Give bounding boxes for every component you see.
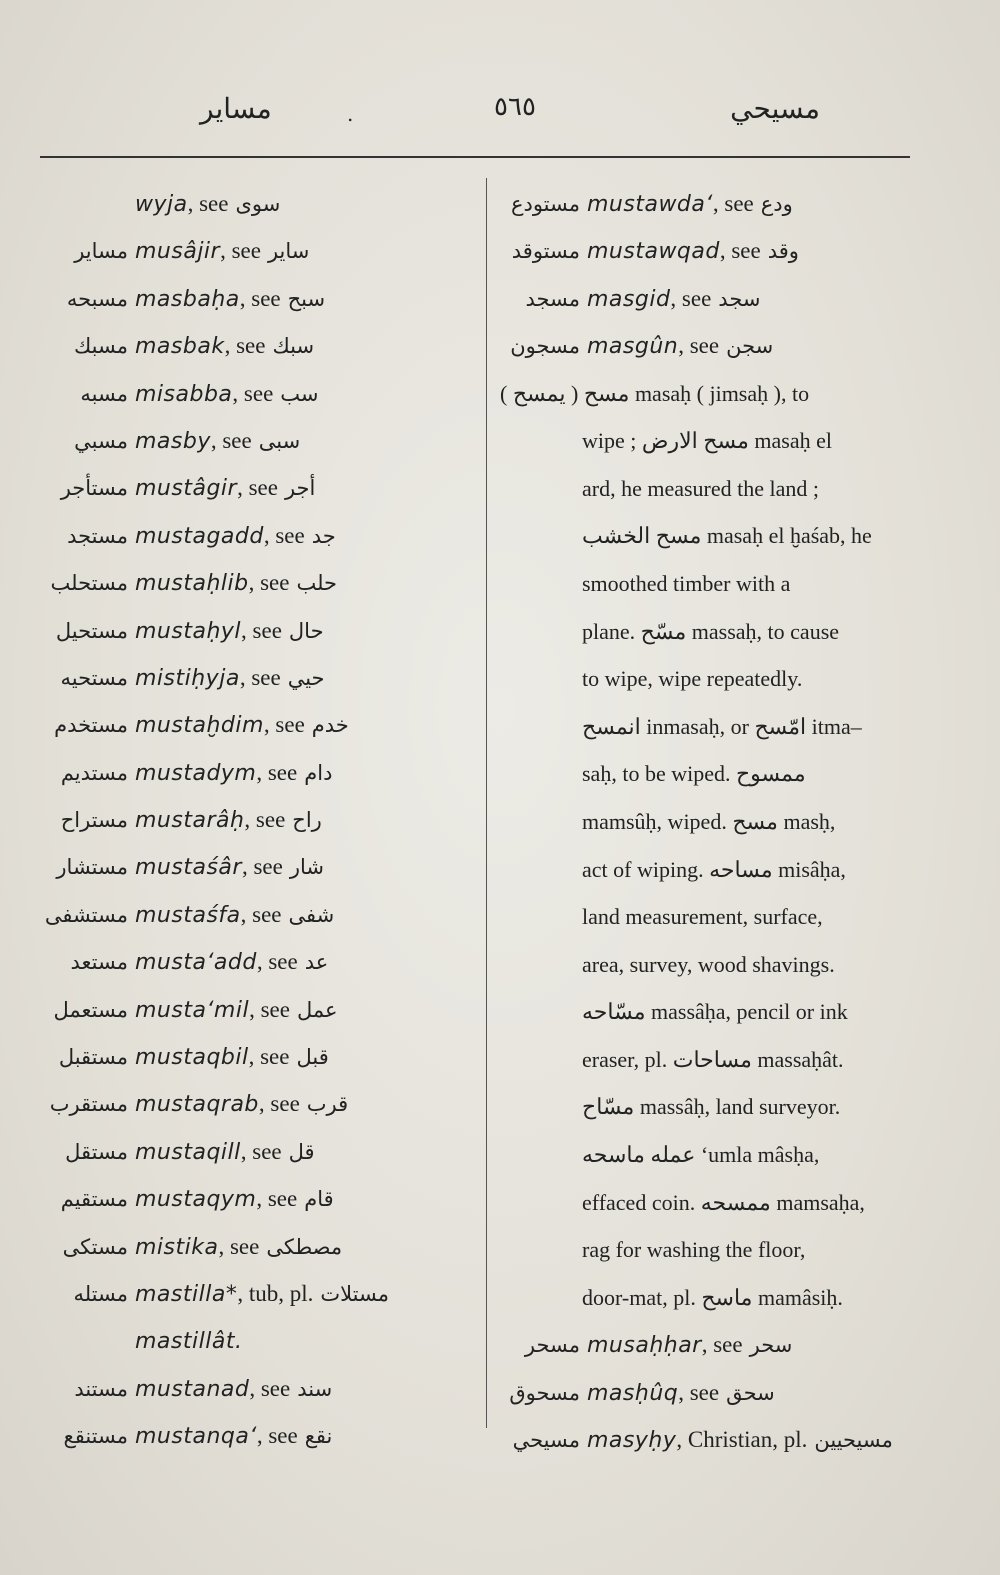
left_column-entry (40, 1317, 480, 1364)
masah-entry-line: انمسح inmasaḥ, or امّسح itma– (582, 713, 862, 739)
transliteration: mustaqbil (135, 1045, 249, 1071)
left-column (40, 180, 480, 1460)
see-text: , see (263, 522, 305, 548)
headword-arabic: مستشفى (44, 902, 128, 927)
transliteration: mastillât. (135, 1329, 243, 1355)
reference-arabic: عمل (296, 997, 338, 1022)
see-text: , see (678, 1379, 720, 1405)
left_column-entry (40, 1033, 480, 1080)
see-text: , see (712, 191, 754, 216)
left_column-entry (40, 180, 480, 227)
headword-arabic: مستعمل (53, 997, 128, 1022)
left_column-entry (40, 1365, 480, 1412)
reference-arabic: وقد (767, 239, 799, 264)
reference-arabic: قرب (306, 1092, 349, 1117)
reference-arabic: سجد (718, 286, 761, 311)
headword-arabic: مستخدم (54, 713, 128, 738)
transliteration: masyḥy (587, 1428, 677, 1454)
header-rule (40, 156, 910, 158)
see-text: , see (256, 1186, 298, 1212)
reference-arabic: شفى (288, 902, 335, 927)
transliteration: wyja (135, 192, 188, 217)
see-text: , Christian, pl. (676, 1427, 808, 1453)
transliteration: mustaḥlib (135, 571, 249, 597)
masah-entry-line: mamsûḥ, wiped. مسح masḥ, (582, 808, 836, 834)
transliteration: mustaqym (135, 1187, 257, 1213)
transliteration: masby (135, 428, 211, 454)
reference-arabic: سب (280, 381, 319, 406)
headword-arabic: مستحيه (60, 665, 128, 690)
headword-arabic: مسجد (525, 286, 580, 311)
reference-arabic: حال (288, 618, 324, 643)
headword-arabic: مسجون (510, 334, 580, 359)
reference-arabic: سوى (235, 192, 281, 216)
headword-arabic: مسبك (73, 334, 128, 359)
masah-entry-line: wipe ; مسح الارض masaḥ el (582, 428, 832, 454)
headword-arabic: مستراح (60, 808, 128, 833)
transliteration: mustâgir (135, 476, 238, 502)
see-text: , see (258, 1091, 300, 1117)
headword-arabic: مستحيل (55, 618, 128, 643)
masah-entry-line: plane. مسّح massaḥ, to cause (582, 618, 840, 644)
headword-arabic: مسحر (524, 1333, 580, 1358)
reference-arabic: دام (304, 760, 333, 785)
masah-entry-line: rag for washing the floor, (582, 1237, 806, 1263)
left_column-entry (40, 559, 480, 606)
see-text: , see (256, 759, 298, 785)
reference-arabic: سند (297, 1376, 333, 1401)
see-text: , see (701, 1332, 743, 1358)
see-text: , see (240, 1138, 282, 1164)
right_tail-entry (500, 1321, 930, 1368)
masah-entry-line: land measurement, surface, (582, 904, 823, 930)
left_column-entry (40, 417, 480, 464)
masah-entry-line: door-mat, pl. ماسح mamâsiḥ. (582, 1284, 843, 1310)
transliteration: musta‘mil (135, 997, 250, 1023)
reference-arabic: قل (288, 1139, 315, 1164)
see-text: , tub, pl. (237, 1280, 314, 1306)
see-text: , see (256, 1423, 298, 1449)
transliteration: mustadym (135, 760, 257, 786)
reference-arabic: خدم (311, 713, 349, 738)
see-text: , see (237, 475, 278, 501)
left_column-entry (40, 1223, 480, 1270)
transliteration: mastilla* (135, 1281, 238, 1307)
left_column-entry (40, 607, 480, 654)
right_column-entry (500, 275, 930, 322)
see-text: , see (187, 191, 229, 216)
transliteration: musâjir (135, 239, 221, 265)
reference-arabic: قبل (296, 1045, 329, 1070)
see-text: , see (241, 617, 282, 643)
reference-arabic: سجن (726, 334, 774, 359)
left_column-entry (40, 370, 480, 417)
transliteration: mustaḥyl (135, 618, 242, 644)
reference-arabic: سحر (749, 1333, 793, 1358)
masah-entry-line: smoothed timber with a (582, 570, 791, 596)
left_column-entry (40, 701, 480, 748)
left_column-entry (40, 1128, 480, 1175)
headword-arabic: مستند (74, 1376, 128, 1401)
transliteration: musaḥḥar (587, 1333, 702, 1359)
headword-arabic: مستوقد (511, 239, 580, 264)
left_column-entry (40, 891, 480, 938)
headword-arabic: مستحلب (50, 571, 128, 596)
left_column-entry (40, 749, 480, 796)
left_column-entry (40, 322, 480, 369)
left_column-entry (40, 1080, 480, 1127)
left_column-entry (40, 986, 480, 1033)
transliteration: mistika (135, 1234, 219, 1260)
see-text: , see (256, 949, 298, 975)
left_column-entry (40, 843, 480, 890)
transliteration: mustaśâr (135, 855, 242, 881)
left_column-entry (40, 1270, 480, 1317)
header-right-word: مسيحي (730, 92, 820, 125)
see-text: , see (249, 1375, 291, 1401)
masah-entry-line: effaced coin. ممسحه mamsaḥa, (582, 1189, 865, 1215)
transliteration: masḥûq (587, 1380, 679, 1406)
transliteration: masbak (135, 334, 225, 360)
headword-arabic: مستأجر (60, 476, 128, 501)
reference-arabic: حيي (287, 665, 325, 690)
reference-arabic: أجر (284, 476, 316, 501)
reference-arabic: ساير (267, 239, 310, 264)
transliteration: mistiḥyja (135, 665, 240, 691)
headword-arabic: مسيحي (512, 1428, 580, 1453)
headword-arabic: مسبه (80, 381, 128, 406)
masah-entry-line: مسح ( يمسح ) masaḥ ( jimsaḥ ), to (500, 380, 810, 406)
right_tail-entry (500, 1416, 930, 1463)
see-text: , see (248, 570, 290, 596)
headword-arabic: مسبي (74, 428, 128, 453)
headword-arabic: مستله (73, 1281, 128, 1306)
left_column-entry (40, 275, 480, 322)
reference-arabic: مستلات (320, 1281, 389, 1306)
right-column (500, 180, 930, 1464)
transliteration: mustaśfa (135, 902, 241, 928)
transliteration: mustaqrab (135, 1092, 259, 1118)
reference-arabic: سبى (258, 428, 301, 453)
reference-arabic: مصطكى (266, 1234, 343, 1259)
transliteration: masgid (587, 286, 671, 312)
headword-arabic: مستقبل (58, 1045, 128, 1070)
transliteration: masbaḥa (135, 286, 240, 312)
reference-arabic: مسيحيين (814, 1428, 893, 1453)
left_column-entry (40, 1175, 480, 1222)
transliteration: mustanqa‘ (135, 1424, 257, 1450)
header-dot: . (347, 102, 354, 126)
headword-arabic: مستشار (56, 855, 128, 880)
masah-entry-line: مسّاحه massâḥa, pencil or ink (582, 999, 848, 1025)
left_column-entry (40, 938, 480, 985)
transliteration: mustaqill (135, 1139, 241, 1165)
headword-arabic: مستعد (70, 950, 128, 975)
headword-arabic: مساير (74, 239, 128, 264)
masah-entry-line: area, survey, wood shavings. (582, 951, 835, 977)
masah-entry-line: ard, he measured the land ; (582, 475, 820, 501)
headword-arabic: مستجد (67, 523, 128, 548)
see-text: , see (248, 1044, 290, 1070)
transliteration: masgûn (587, 334, 679, 360)
left_column-entry (40, 1412, 480, 1459)
headword-arabic: مستقل (65, 1139, 128, 1164)
reference-arabic: حلب (296, 571, 338, 596)
headword-arabic: مستنقع (63, 1424, 128, 1449)
see-text: , see (241, 854, 283, 880)
column-divider (486, 178, 487, 1428)
masah-entry-line: eraser, pl. مساحات massaḥât. (582, 1046, 844, 1072)
headword-arabic: مستودع (510, 192, 580, 216)
page-number: ٥٦٥ (494, 92, 536, 122)
see-text: , see (239, 285, 281, 311)
see-text: , see (224, 333, 266, 359)
reference-arabic: سبح (287, 286, 326, 311)
masah-entry-line: act of wiping. مساحه misâḥa, (582, 856, 846, 882)
transliteration: mustarâḥ (135, 808, 245, 834)
masah-entry-line: saḥ, to be wiped. ممسوح (582, 761, 806, 787)
transliteration: musta‘add (135, 950, 257, 976)
see-text: , see (719, 238, 761, 264)
left_column-entry (40, 464, 480, 511)
reference-arabic: ودع (760, 192, 793, 216)
page-header (40, 92, 915, 142)
headword-arabic: مستديم (60, 760, 128, 785)
right_column-entry (500, 180, 930, 227)
left_column-entry (40, 796, 480, 843)
reference-arabic: راح (292, 808, 322, 833)
see-text: , see (678, 333, 720, 359)
see-text: , see (218, 1233, 260, 1259)
see-text: , see (210, 427, 252, 453)
reference-arabic: قام (304, 1187, 334, 1212)
see-text: , see (240, 901, 282, 927)
see-text: , see (232, 380, 274, 406)
see-text: , see (670, 285, 712, 311)
left_column-entry (40, 512, 480, 559)
reference-arabic: عد (304, 950, 329, 975)
transliteration: mustawqad (587, 239, 720, 265)
right_column-entry (500, 227, 930, 274)
masah-entry-line: عمله ماسحه ‘umla mâsḥa, (582, 1142, 820, 1168)
masah-entry-line: مسّاح massâḥ, land surveyor. (582, 1094, 841, 1120)
see-text: , see (249, 996, 290, 1022)
see-text: , see (244, 807, 286, 833)
right_column-entry (500, 322, 930, 369)
reference-arabic: سبك (272, 334, 315, 359)
headword-arabic: مسحوق (509, 1380, 580, 1405)
headword-arabic: مستقيم (60, 1187, 128, 1212)
reference-arabic: نقع (304, 1424, 333, 1449)
transliteration: mustaḫdim (135, 713, 264, 739)
header-left-word: مساير (200, 92, 272, 125)
reference-arabic: سحق (726, 1380, 775, 1405)
left_column-entry (40, 227, 480, 274)
headword-arabic: مسبحه (66, 286, 128, 311)
see-text: , see (263, 712, 305, 738)
transliteration: misabba (135, 381, 233, 407)
masah-entry-line: مسح الخشب masaḥ el ḫaśab, he (582, 523, 872, 549)
see-text: , see (220, 238, 261, 264)
right_tail-entry (500, 1369, 930, 1416)
transliteration: mustawda‘ (587, 192, 713, 217)
left_column-entry (40, 654, 480, 701)
headword-arabic: مستكى (62, 1234, 128, 1259)
reference-arabic: جد (311, 523, 336, 548)
masah-entry-line: to wipe, wipe repeatedly. (582, 666, 803, 692)
headword-arabic: مستقرب (49, 1092, 128, 1117)
see-text: , see (239, 664, 281, 690)
reference-arabic: شار (289, 855, 324, 880)
transliteration: mustanad (135, 1376, 250, 1402)
transliteration: mustagadd (135, 523, 264, 549)
